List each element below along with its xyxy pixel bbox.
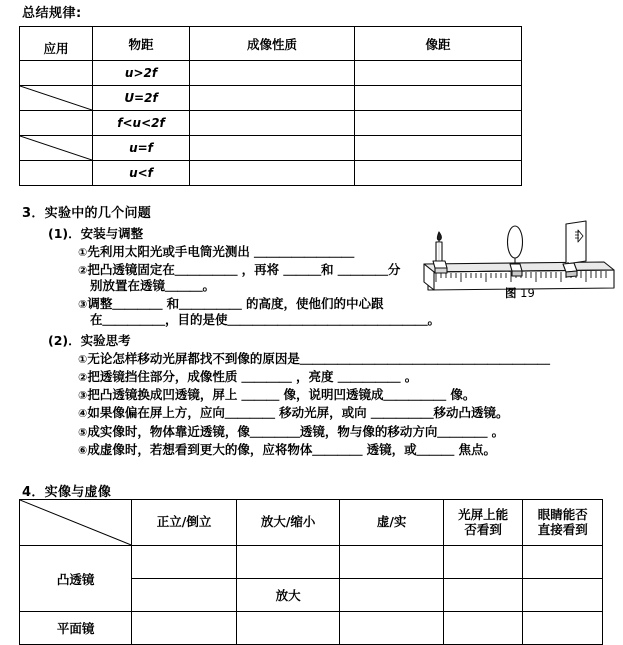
header-cell-corner — [20, 500, 132, 546]
header-label-real-virtual: 虚/实 — [376, 514, 407, 530]
cell-object-distance — [93, 136, 190, 161]
figure-caption — [505, 285, 535, 301]
cell-image-property[interactable] — [190, 111, 355, 136]
item-text[interactable]: 成虚像时，若想看到更大的像，应将物体＿＿＿＿ 透镜，或＿＿＿ 焦点。 — [87, 441, 497, 457]
item-text[interactable]: 无论怎样移动光屏都找不到像的原因是＿＿＿＿＿＿＿＿＿＿＿＿＿＿＿＿＿＿＿＿ — [87, 351, 550, 367]
math-expression: u<f — [129, 166, 153, 180]
rules-table — [19, 26, 522, 186]
item-marker: ③ — [78, 389, 88, 403]
diagonal-divider-icon — [20, 500, 131, 545]
header-cell-size — [236, 500, 340, 546]
cell-visible-to-eye[interactable] — [523, 579, 603, 612]
cell-image-distance[interactable] — [355, 136, 522, 161]
item-text[interactable]: 如果像偏在屏上方，应向＿＿＿＿ 移动光屏，或向 ＿＿＿＿＿移动凸透镜。 — [87, 405, 509, 421]
table-row — [20, 61, 522, 86]
cell-image-property[interactable] — [190, 61, 355, 86]
section-3-title-text: 实验中的几个问题 — [44, 206, 152, 221]
part2-title-text: 实验思考 — [80, 333, 131, 349]
cell-image-distance[interactable] — [355, 111, 522, 136]
math-expression: u>2f — [124, 66, 158, 80]
cell-image-distance[interactable] — [355, 86, 522, 111]
header-cell-object-distance — [93, 27, 190, 61]
candle-icon — [433, 232, 447, 273]
part2-question-list — [0, 351, 623, 457]
list-item — [78, 405, 623, 421]
item-marker: ⑥ — [78, 443, 88, 457]
table-row — [20, 546, 603, 579]
item-text[interactable]: 把凸透镜换成凹透镜，屏上 ＿＿＿ 像，说明凹透镜成＿＿＿＿＿ 像。 — [87, 387, 476, 403]
section-4-title-text: 实像与虚像 — [44, 485, 112, 500]
row-label-text: 凸透镜 — [56, 571, 95, 587]
header-label-image-distance: 像距 — [425, 36, 451, 52]
header-label-size: 放大/缩小 — [260, 514, 316, 530]
item-marker: ② — [78, 371, 88, 385]
cell-orientation[interactable] — [132, 579, 237, 612]
table-row — [20, 161, 522, 186]
cell-visible-on-screen[interactable] — [443, 612, 523, 645]
header-label-orientation: 正立/倒立 — [156, 514, 212, 530]
list-item — [78, 369, 623, 385]
table-header-row — [20, 500, 603, 546]
cell-size[interactable] — [236, 612, 340, 645]
cell-apply[interactable] — [20, 86, 93, 111]
section-4-number: 4． — [22, 485, 45, 500]
header-cell-image-distance — [355, 27, 522, 61]
item-marker: ⑤ — [78, 425, 88, 439]
cell-image-distance[interactable] — [355, 161, 522, 186]
header-label-visible-to-eye-line2: 直接看到 — [537, 521, 588, 537]
figure-caption-label: 图 — [505, 286, 517, 300]
cell-orientation[interactable] — [132, 546, 237, 579]
cell-image-property[interactable] — [190, 86, 355, 111]
cell-size[interactable] — [236, 546, 340, 579]
section-3-number: 3． — [22, 206, 45, 221]
item-text[interactable]: 把凸透镜固定在＿＿＿＿＿ ，再将 ＿＿＿和 ＿＿＿＿分 — [87, 262, 401, 278]
math-expression: U=2f — [124, 91, 158, 105]
cell-visible-on-screen[interactable] — [443, 579, 523, 612]
header-cell-visible-to-eye — [523, 500, 603, 546]
cell-real-virtual[interactable] — [340, 546, 444, 579]
item-text[interactable]: 调整＿＿＿＿ 和＿＿＿＿＿ 的高度，使他们的中心跟 — [87, 296, 384, 312]
cell-visible-to-eye[interactable] — [523, 612, 603, 645]
diagonal-strike-icon — [20, 136, 92, 160]
math-expression: u=f — [129, 141, 153, 155]
cell-real-virtual[interactable] — [340, 579, 444, 612]
figure-caption-number: 19 — [520, 286, 535, 300]
part2-label: (2)． — [48, 333, 81, 349]
header-label-image-property: 成像性质 — [246, 36, 297, 52]
diagonal-strike-icon — [20, 86, 92, 110]
item-text-continued[interactable]: 在＿＿＿＿＿，目的是使＿＿＿＿＿＿＿＿＿＿＿＿＿＿＿＿。 — [90, 312, 441, 328]
item-marker: ③ — [78, 298, 88, 312]
cell-size[interactable] — [236, 579, 340, 612]
item-marker: ① — [78, 353, 88, 367]
cell-object-distance — [93, 61, 190, 86]
cell-orientation[interactable] — [132, 612, 237, 645]
item-marker: ② — [78, 264, 88, 278]
list-item — [78, 424, 623, 440]
header-label-visible-on-screen-line1: 光屏上能 — [458, 507, 509, 523]
row-label-text: 平面镜 — [56, 621, 95, 636]
cell-object-distance — [93, 86, 190, 111]
list-item — [78, 351, 623, 367]
header-label-visible-to-eye-line1: 眼睛能否 — [537, 507, 588, 523]
cell-object-distance — [93, 111, 190, 136]
header-cell-orientation — [132, 500, 237, 546]
summary-heading: 总结规律: — [22, 6, 82, 21]
row-label-convex-lens — [20, 546, 132, 612]
header-label-visible-on-screen-line2: 否看到 — [464, 521, 502, 537]
cell-visible-to-eye[interactable] — [523, 546, 603, 579]
header-cell-visible-on-screen — [443, 500, 523, 546]
header-label-object-distance: 物距 — [128, 36, 154, 52]
cell-real-virtual[interactable] — [340, 612, 444, 645]
item-marker: ① — [78, 246, 88, 259]
item-text-continued[interactable]: 别放置在透镜＿＿＿。 — [90, 278, 216, 294]
item-text[interactable]: 先利用太阳光或手电筒光测出 ＿＿＿＿＿＿＿＿ — [87, 244, 355, 259]
header-cell-real-virtual — [340, 500, 444, 546]
table-header-row — [20, 27, 522, 61]
table-row — [20, 136, 522, 161]
cell-apply[interactable] — [20, 136, 93, 161]
item-text[interactable]: 把透镜挡住部分，成像性质 ＿＿＿＿ ，亮度 ＿＿＿＿＿ 。 — [87, 369, 418, 385]
part1-label: (1)． — [48, 226, 81, 241]
cell-value-magnified: 放大 — [275, 588, 301, 603]
real-virtual-image-table — [19, 499, 603, 645]
header-label-apply: 应用 — [43, 41, 69, 56]
math-expression: f<u<2f — [117, 116, 165, 130]
table-row — [20, 111, 522, 136]
item-text[interactable]: 成实像时，物体靠近透镜，像＿＿＿＿透镜，物与像的移动方向＿＿＿＿ 。 — [87, 423, 505, 439]
table-row — [20, 86, 522, 111]
row-label-plane-mirror — [20, 612, 132, 645]
list-item — [78, 387, 623, 403]
cell-apply[interactable] — [20, 111, 93, 136]
section-3-part2-title — [48, 331, 623, 349]
item-marker: ④ — [78, 407, 88, 421]
cell-apply[interactable] — [20, 61, 93, 86]
section-4-title — [22, 481, 111, 500]
part1-title-text: 安装与调整 — [80, 226, 144, 241]
header-cell-image-property — [190, 27, 355, 61]
table-row — [20, 612, 603, 645]
list-item — [78, 442, 623, 458]
cell-apply[interactable] — [20, 161, 93, 186]
header-cell-apply — [20, 27, 93, 61]
cell-visible-on-screen[interactable] — [443, 546, 523, 579]
cell-image-property[interactable] — [190, 136, 355, 161]
cell-image-distance[interactable] — [355, 61, 522, 86]
cell-object-distance — [93, 161, 190, 186]
cell-image-property[interactable] — [190, 161, 355, 186]
